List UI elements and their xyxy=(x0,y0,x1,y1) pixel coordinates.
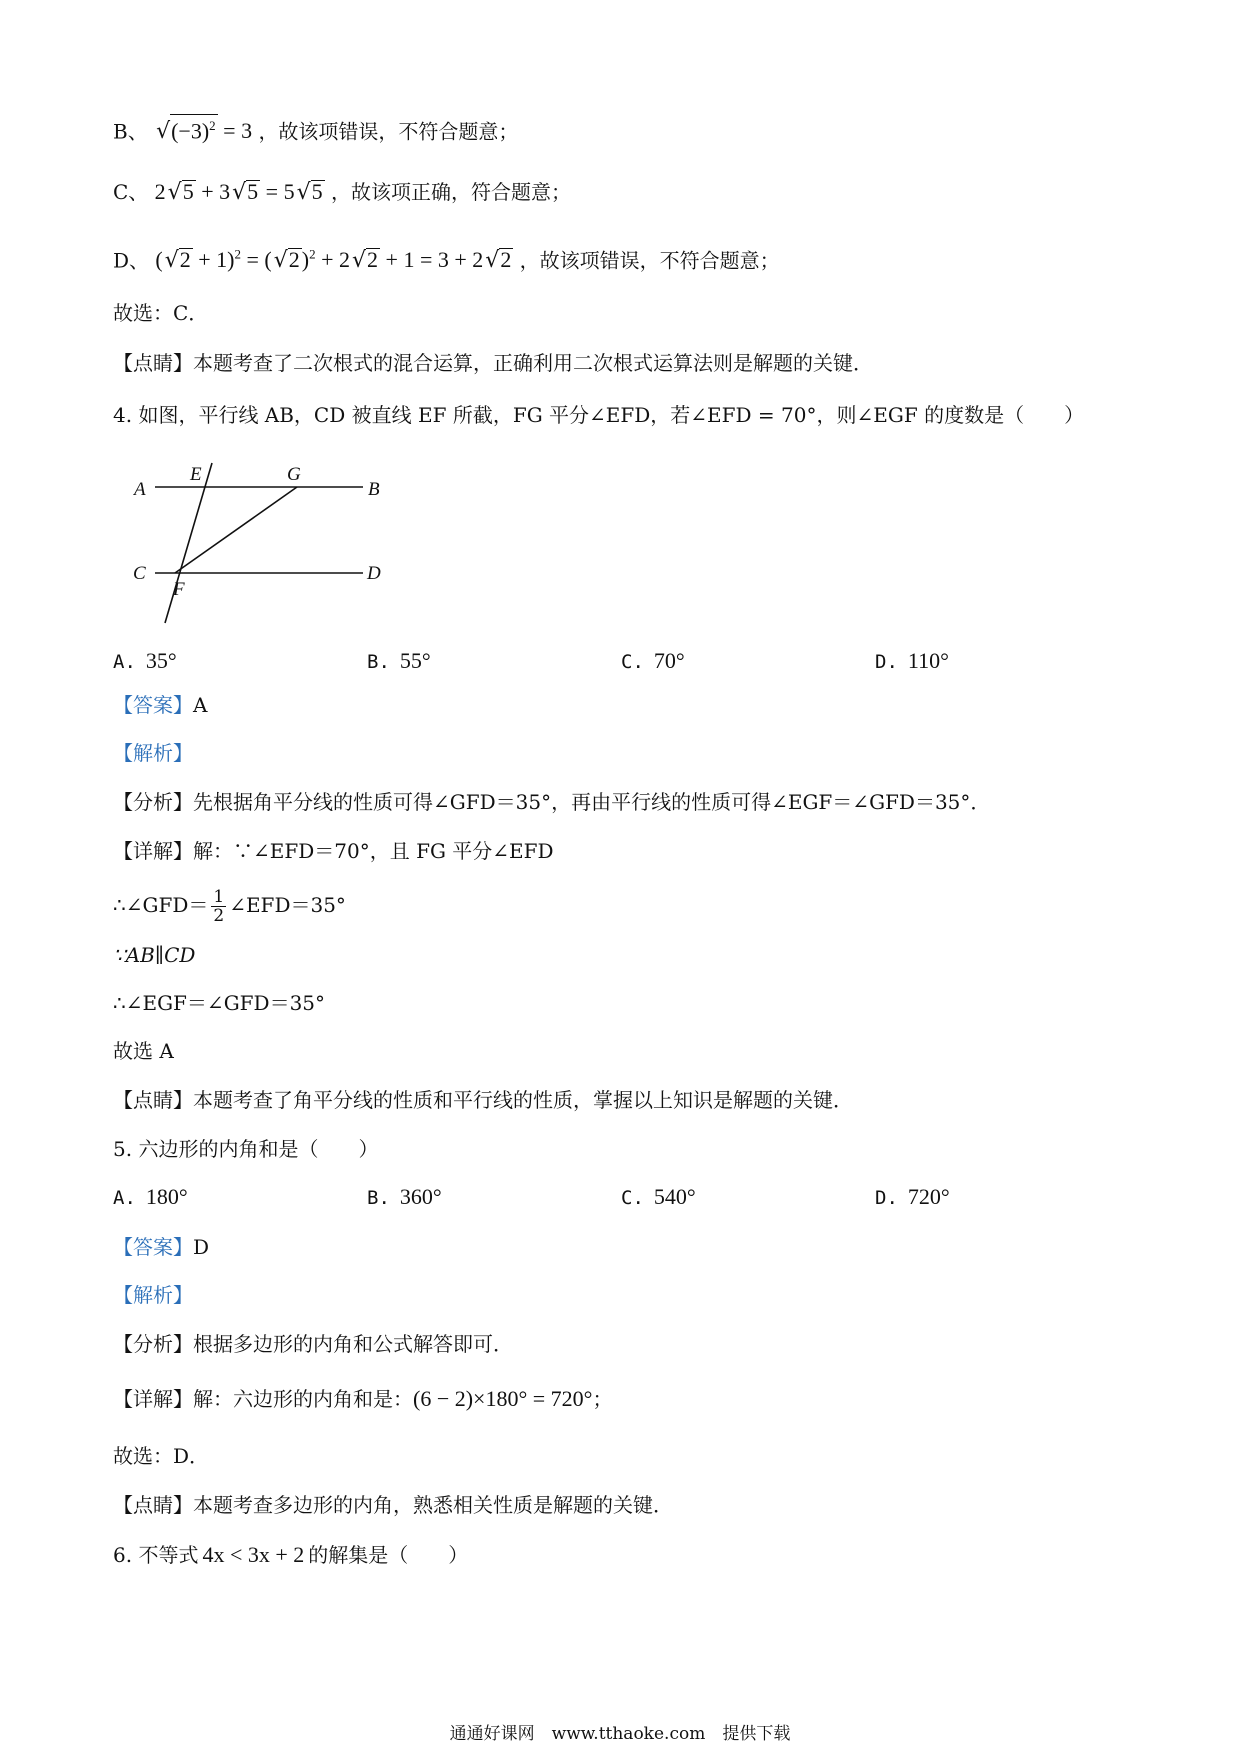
q4-frac-num: 1 xyxy=(213,887,225,907)
d-p5: + 2 xyxy=(315,247,351,273)
label-f: F xyxy=(173,579,185,600)
q4-option-b-letter: B. xyxy=(367,651,390,673)
d-p3: = ( xyxy=(241,247,272,273)
q4-step1-a: ∴∠GFD＝ xyxy=(113,893,209,917)
q5-option-b xyxy=(367,1182,442,1213)
q4-option-c-value: 70° xyxy=(653,648,685,673)
q4-answer-tag: 【答案】 xyxy=(113,693,193,717)
q4-option-a-value: 35° xyxy=(145,648,177,673)
q4-fenxi xyxy=(113,787,990,817)
c-plus: + 3 xyxy=(195,179,231,204)
q4-xiangjie-text: 解：∵∠EFD＝70°，且 FG 平分∠EFD xyxy=(193,839,554,863)
q4-jiexi xyxy=(113,738,193,768)
q5-fenxi-text: 根据多边形的内角和公式解答即可． xyxy=(193,1332,513,1356)
d-p6: + 1 = 3 + 2 xyxy=(380,247,484,273)
q5-jiexi xyxy=(113,1280,193,1310)
q4-option-d-value: 110° xyxy=(907,648,949,673)
q5-dianjing-tag: 【点睛】 xyxy=(113,1493,193,1517)
d-radicand-1: 2 xyxy=(179,247,191,273)
d-p2: + 1) xyxy=(192,247,235,273)
d-text: ，故该项错误，不符合题意； xyxy=(519,248,780,273)
page-footer: 通通好课网 www.tthaoke.com 提供下载 xyxy=(449,1724,791,1744)
q4-xiangjie xyxy=(113,836,554,866)
c-prefix: C、 xyxy=(113,180,149,204)
c-formula: 2√5 + 3√5 = 5√5 xyxy=(154,179,323,205)
label-a: A xyxy=(134,479,146,500)
dianjing-1-tag: 【点睛】 xyxy=(113,351,193,375)
q5-xiangjie-tag: 【详解】 xyxy=(113,1387,193,1411)
b-eq: = 3 xyxy=(217,118,253,144)
d-radicand-3: 2 xyxy=(367,247,379,273)
q5-jiexi-tag: 【解析】 xyxy=(113,1283,193,1307)
b-radicand: (−3) xyxy=(171,118,210,144)
b-sup: 2 xyxy=(209,118,216,133)
d-sup-2: 2 xyxy=(309,247,316,262)
label-d: D xyxy=(367,563,381,584)
d-p4: ) xyxy=(301,247,310,273)
line-fg xyxy=(175,487,297,573)
line-c xyxy=(113,177,571,208)
dianjing-1-text: 本题考查了二次根式的混合运算，正确利用二次根式运算法则是解题的关键． xyxy=(193,351,873,375)
q6-stem-c: 的解集是（ ） xyxy=(308,1543,469,1567)
q5-option-b-letter: B. xyxy=(367,1187,390,1209)
c-radicand-3: 5 xyxy=(311,179,323,204)
parallel-lines-figure xyxy=(130,455,400,630)
q4-fenxi-text: 先根据角平分线的性质可得∠GFD＝35°，再由平行线的性质可得∠EGF＝∠GFD＝35°． xyxy=(193,790,991,814)
q5-answer xyxy=(113,1232,209,1262)
q4-frac-den: 2 xyxy=(213,906,225,926)
q4-stem: 4. 如图，平行线 AB，CD 被直线 EF 所截，FG 平分∠EFD，若∠EFD = 70°，则∠EGF 的度数是（ ） xyxy=(113,403,1085,427)
q4-answer-value: A xyxy=(193,693,208,717)
d-prefix: D、 xyxy=(113,248,150,273)
q4-option-c-letter: C. xyxy=(621,651,644,673)
c-text: ，故该项正确，符合题意； xyxy=(330,180,571,204)
q5-option-a-value: 180° xyxy=(145,1184,188,1209)
q5-option-a xyxy=(113,1182,188,1213)
q6-stem-formula: 4x < 3x + 2 xyxy=(202,1542,305,1567)
q4-option-b xyxy=(367,646,431,677)
q5-xiangjie xyxy=(113,1384,612,1414)
q4-choose: 故选 A xyxy=(113,1039,174,1063)
q4-option-a xyxy=(113,646,177,677)
q5-stem: 5. 六边形的内角和是（ ） xyxy=(113,1137,379,1161)
q4-dianjing-text: 本题考查了角平分线的性质和平行线的性质，掌握以上知识是解题的关键． xyxy=(193,1088,853,1112)
q5-answer-tag: 【答案】 xyxy=(113,1235,193,1259)
d-formula: $(√2 + 1)^2 = (√2)^2 + 2√2 + 1 = 3 + 2√2$ xyxy=(155,247,512,274)
q5-choose: 故选：D． xyxy=(113,1444,210,1468)
d-radicand-4: 2 xyxy=(500,247,512,273)
q5-xiangjie-formula: (6 − 2)×180° = 720° xyxy=(413,1386,593,1411)
dianjing-1 xyxy=(113,348,873,378)
q4-dianjing xyxy=(113,1085,853,1115)
q4-fenxi-tag: 【分析】 xyxy=(113,790,193,814)
q5-fenxi-tag: 【分析】 xyxy=(113,1332,193,1356)
c-eq: = 5 xyxy=(260,179,295,204)
c-radicand-2: 5 xyxy=(247,179,259,204)
q5-xiangjie-a: 解：六边形的内角和是： xyxy=(193,1387,413,1411)
q5-answer-value: D xyxy=(193,1235,210,1259)
q4-step1 xyxy=(113,888,346,925)
q4-xiangjie-tag: 【详解】 xyxy=(113,839,193,863)
q4-option-c xyxy=(621,646,685,677)
q5-xiangjie-c: ； xyxy=(592,1387,613,1411)
q5-option-d-value: 720° xyxy=(907,1184,950,1209)
b-prefix: B、 xyxy=(113,119,148,144)
c-coef: 2 xyxy=(154,179,166,204)
q4-jiexi-tag: 【解析】 xyxy=(113,741,193,765)
d-p1: ( xyxy=(155,247,163,273)
c-radicand-1: 5 xyxy=(182,179,194,204)
line-d xyxy=(113,240,780,276)
d-radicand-2: 2 xyxy=(288,247,300,273)
q4-step2: ∵AB∥CD xyxy=(113,943,196,967)
q5-dianjing-text: 本题考查多边形的内角，熟悉相关性质是解题的关键． xyxy=(193,1493,673,1517)
label-g: G xyxy=(287,464,301,485)
line-b xyxy=(113,114,518,147)
q6-stem-a: 6. 不等式 xyxy=(113,1543,199,1567)
choose-c: 故选：C． xyxy=(113,301,209,325)
q4-step1-b: ∠EFD＝35° xyxy=(229,893,346,917)
q5-option-b-value: 360° xyxy=(399,1184,442,1209)
q4-option-b-value: 55° xyxy=(399,648,431,673)
q4-answer xyxy=(113,690,207,720)
q5-option-c-letter: C. xyxy=(621,1187,644,1209)
q5-option-d xyxy=(875,1182,950,1213)
label-c: C xyxy=(133,563,146,584)
b-text: ，故该项错误，不符合题意； xyxy=(258,119,519,144)
q4-option-d xyxy=(875,646,949,677)
q4-dianjing-tag: 【点睛】 xyxy=(113,1088,193,1112)
b-formula: $√(-3)^2 = 3$ xyxy=(154,118,252,143)
q5-option-c xyxy=(621,1182,696,1213)
q5-option-c-value: 540° xyxy=(653,1184,696,1209)
d-sup-1: 2 xyxy=(234,247,241,262)
q5-option-d-letter: D. xyxy=(875,1187,898,1209)
q4-option-a-letter: A. xyxy=(113,651,136,673)
q6-stem xyxy=(113,1540,468,1570)
q5-fenxi xyxy=(113,1329,513,1359)
label-b: B xyxy=(368,479,380,500)
q4-fraction xyxy=(211,888,226,925)
label-e: E xyxy=(190,464,202,485)
q5-dianjing xyxy=(113,1490,673,1520)
q4-step3: ∴∠EGF＝∠GFD＝35° xyxy=(113,991,326,1015)
q5-option-a-letter: A. xyxy=(113,1187,136,1209)
q4-option-d-letter: D. xyxy=(875,651,898,673)
